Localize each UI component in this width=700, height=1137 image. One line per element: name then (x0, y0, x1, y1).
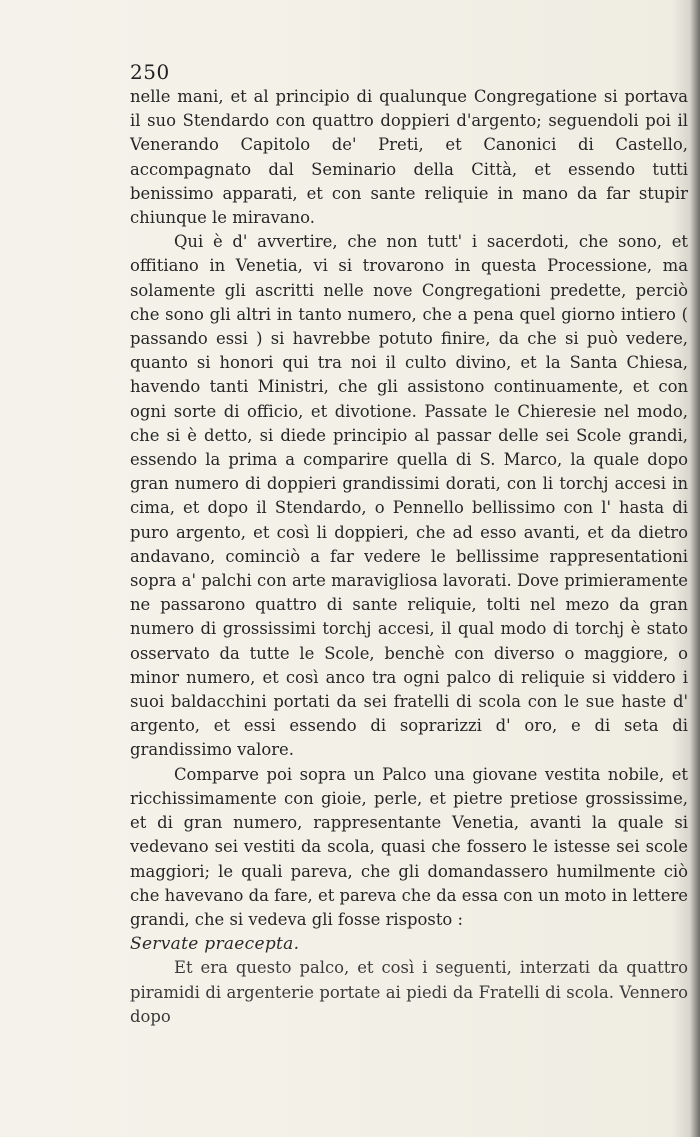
page-edge-shadow (690, 0, 700, 1137)
page-text (130, 85, 688, 1029)
paragraph-2: Qui è d' avvertire, che non tutt' i sacerdoti, che sono, et offitiano in Venetia, vi si trovarono in questa Processione, ma solamente gli ascritti nelle nove Congregationi predette, perciò che sono gli altri in tanto numero, che a pena quel giorno intiero ( passando essi ) si havrebbe potuto finire, da che si può vedere, quanto si honori qui tra noi il culto divino, et la Santa Chiesa, havendo tanti Ministri, che gli assistono continuamente, et con ogni sorte di officio, et divotione. Passate le Chieresie nel modo, che si è detto, si diede principio al passar delle sei Scole grandi, essendo la prima a comparire quella di S. Marco, la quale dopo gran numero di doppieri grandissimi dorati, con li torchj accesi in cima, et dopo il Stendardo, o Pennello bellissimo con l' hasta di puro argento, et così li doppieri, che ad esso avanti, et da dietro andavano, cominciò a far vedere le bellissime rappresentationi sopra a' palchi con arte maravigliosa lavorati. Dove primieramente ne passarono quattro di sante reliquie, tolti nel mezo da gran numero di grossissimi torchj accesi, il qual modo di torchj è stato osservato da tutte le Scole, benchè con diverso o maggiore, o minor numero, et così anco tra ogni palco di reliquie si viddero i suoi baldacchini portati da sei fratelli di scola con le sue haste d' argento, et essi essendo di soprarizzi d' oro, e di seta di grandissimo valore. (130, 232, 688, 760)
paragraph-4: Et era questo palco, et così i seguenti, interzati da quattro piramidi di argenterie portate ai piedi da Fratelli di scola. Vennero dopo (130, 958, 688, 1026)
paragraph-1: nelle mani, et al principio di qualunque Congregatione si portava il suo Stendardo con quattro doppieri d'argento; seguendoli poi il Venerando Capitolo de' Preti, et Canonici di Castello, accompagnato dal Seminario della Città, et essendo tutti benissimo apparati, et con sante reliquie in mano da far stupir chiunque le miravano. (130, 87, 688, 228)
paragraph-3: Comparve poi sopra un Palco una giovane vestita nobile, et ricchissimamente con gioie, perle, et pietre pretiose grossissime, et di gran numero, rappresentante Venetia, avanti la quale si vedevano sei vestiti da scola, quasi che fossero le istesse sei scole maggiori; le quali pareva, che gli domandassero humilmente ciò che havevano da fare, et pareva che da essa con un moto in lettere grandi, che si vedeva gli fosse risposto : (130, 764, 688, 929)
motto: Servate praecepta. (130, 934, 300, 955)
page-number: 250 (130, 60, 170, 84)
